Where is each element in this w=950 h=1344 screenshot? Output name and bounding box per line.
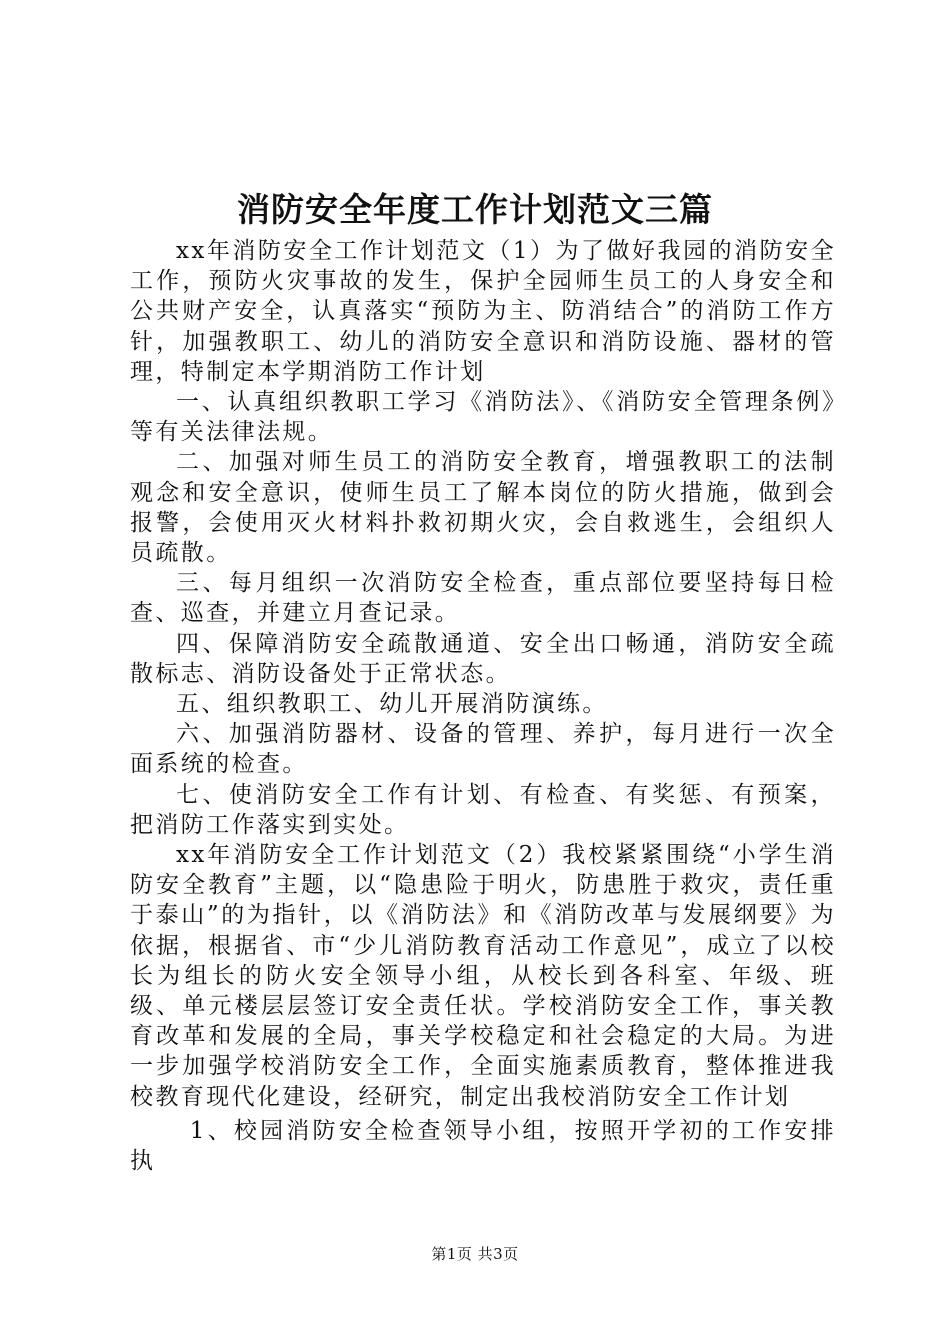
paragraph-item-4: 四、保障消防安全疏散通道、安全出口畅通，消防安全疏散标志、消防设备处于正常状态。: [130, 630, 836, 687]
paragraph-item-7: 七、使消防安全工作有计划、有检查、有奖惩、有预案，把消防工作落实到实处。: [130, 781, 836, 838]
paragraph-item-3: 三、每月组织一次消防安全检查，重点部位要坚持每日检查、巡查，并建立月查记录。: [130, 570, 836, 627]
paragraph-item-2: 二、加强对师生员工的消防安全教育，增强教职工的法制观念和安全意识，使师生员工了解本岗位的防火措施，做到会报警，会使用灭火材料扑救初期火灾，会自救逃生，会组织人员疏散。: [130, 449, 836, 567]
document-body: [130, 236, 836, 1176]
paragraph-numbered-1: 1、校园消防安全检查领导小组，按照开学初的工作安排执: [130, 1117, 836, 1175]
paragraph-intro-2: xx年消防安全工作计划范文（2）我校紧紧围绕“小学生消防安全教育”主题，以“隐患险于明火，防患胜于救灾，责任重于泰山”的为指针，以《消防法》和《消防改革与发展纲要》为依据，根据省、市“少儿消防教育活动工作意见”，成立了以校长为组长的防火安全领导小组，从校长到各科室、年级、班级、单元楼层层签订安全责任状。学校消防安全工作，事关教育改革和发展的全局，事关学校稳定和社会稳定的大局。为进一步加强学校消防安全工作，全面实施素质教育，整体推进我校教育现代化建设，经研究，制定出我校消防安全工作计划: [130, 842, 836, 1110]
page-footer: 第1页 共3页: [431, 1245, 519, 1263]
paragraph-item-6: 六、加强消防器材、设备的管理、养护，每月进行一次全面系统的检查。: [130, 721, 836, 778]
document-title: 消防安全年度工作计划范文三篇: [237, 190, 713, 229]
paragraph-item-5: 五、组织教职工、幼儿开展消防演练。: [176, 691, 608, 718]
paragraph-intro-1: xx年消防安全工作计划范文（1）为了做好我园的消防安全工作，预防火灾事故的发生，保护全园师生员工的人身安全和公共财产安全，认真落实“预防为主、防消结合”的消防工作方针，加强教职工、幼儿的消防安全意识和消防设施、器材的管理，特制定本学期消防工作计划: [130, 238, 836, 385]
paragraph-item-1: 一、认真组织教职工学习《消防法》、《消防安全管理条例》等有关法律法规。: [130, 389, 836, 446]
